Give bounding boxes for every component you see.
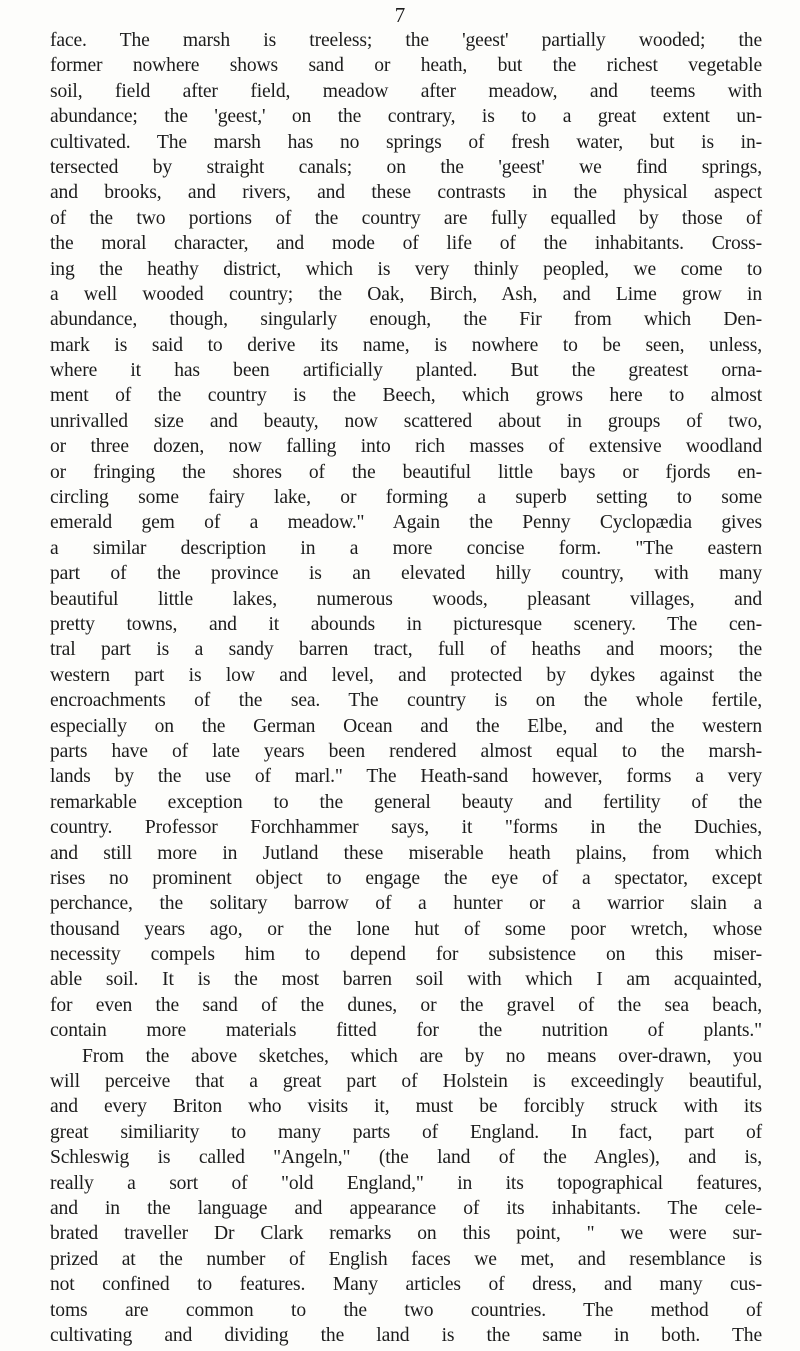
text-line: and still more in Jutland these miserable heath plains, from which: [50, 842, 762, 864]
text-line: contain more materials fitted for the nutrition of plants.": [50, 1020, 762, 1042]
text-line: and in the language and appearance of its inhabitants. The cele-: [50, 1197, 762, 1219]
text-line: tersected by straight canals; on the 'geest' we find springs,: [50, 156, 762, 178]
text-line: encroachments of the sea. The country is on the whole fertile,: [50, 690, 762, 712]
text-line: tral part is a sandy barren tract, full of heaths and moors; the: [50, 639, 762, 661]
text-line: or three dozen, now falling into rich masses of extensive woodland: [50, 436, 762, 458]
text-line: Schleswig is called "Angeln," (the land of the Angles), and is,: [50, 1147, 762, 1169]
text-line: parts have of late years been rendered almost equal to the marsh-: [50, 740, 762, 762]
text-line: thousand years ago, or the lone hut of some poor wretch, whose: [50, 918, 762, 940]
text-line: cultivating and dividing the land is the same in both. The: [50, 1324, 762, 1346]
text-line: great similiarity to many parts of England. In fact, part of: [50, 1121, 762, 1143]
text-line: circling some fairy lake, or forming a superb setting to some: [50, 487, 762, 509]
text-line: where it has been artificially planted. But the greatest orna-: [50, 360, 762, 382]
text-line: will perceive that a great part of Holstein is exceedingly beautiful,: [50, 1071, 762, 1093]
text-line: former nowhere shows sand or heath, but the richest vegetable: [50, 55, 762, 77]
text-line: ment of the country is the Beech, which grows here to almost: [50, 385, 762, 407]
text-line: toms are common to the two countries. The method of: [50, 1299, 762, 1321]
text-line: or fringing the shores of the beautiful little bays or fjords en-: [50, 461, 762, 483]
text-line: prized at the number of English faces we met, and resemblance is: [50, 1248, 762, 1270]
text-line: brated traveller Dr Clark remarks on this point, " we were sur-: [50, 1223, 762, 1245]
text-line: country. Professor Forchhammer says, it "forms in the Duchies,: [50, 817, 762, 839]
text-line: not confined to features. Many articles of dress, and many cus-: [50, 1274, 762, 1296]
text-line: lands by the use of marl." The Heath-sand however, forms a very: [50, 766, 762, 788]
text-line: able soil. It is the most barren soil with which I am acquainted,: [50, 969, 762, 991]
text-line: remarkable exception to the general beauty and fertility of the: [50, 791, 762, 813]
text-line: beautiful little lakes, numerous woods, pleasant villages, and: [50, 588, 762, 610]
text-line: for even the sand of the dunes, or the gravel of the sea beach,: [50, 994, 762, 1016]
text-line: a similar description in a more concise form. "The eastern: [50, 537, 762, 559]
body-text: [50, 28, 762, 1348]
text-line: mark is said to derive its name, is nowhere to be seen, unless,: [50, 334, 762, 356]
text-line: and brooks, and rivers, and these contrasts in the physical aspect: [50, 182, 762, 204]
text-line: western part is low and level, and protected by dykes against the: [50, 664, 762, 686]
text-line: especially on the German Ocean and the Elbe, and the western: [50, 715, 762, 737]
text-line: perchance, the solitary barrow of a hunter or a warrior slain a: [50, 893, 762, 915]
text-line: the moral character, and mode of life of the inhabitants. Cross-: [50, 233, 762, 255]
text-line: abundance; the 'geest,' on the contrary, is to a great extent un-: [50, 106, 762, 128]
text-line: pretty towns, and it abounds in picturesque scenery. The cen-: [50, 613, 762, 635]
text-line: unrivalled size and beauty, now scattered about in groups of two,: [50, 410, 762, 432]
text-line: abundance, though, singularly enough, the Fir from which Den-: [50, 309, 762, 331]
text-line: From the above sketches, which are by no means over-drawn, you: [82, 1045, 762, 1067]
text-line: necessity compels him to depend for subsistence on this miser-: [50, 944, 762, 966]
text-line: ing the heathy district, which is very thinly peopled, we come to: [50, 258, 762, 280]
text-line: soil, field after field, meadow after meadow, and teems with: [50, 80, 762, 102]
page-number: 7: [394, 3, 406, 27]
text-line: face. The marsh is treeless; the 'geest' partially wooded; the: [50, 30, 762, 51]
text-line: rises no prominent object to engage the eye of a spectator, except: [50, 867, 762, 889]
text-line: emerald gem of a meadow." Again the Penny Cyclopædia gives: [50, 512, 762, 534]
text-line: really a sort of "old England," in its topographical features,: [50, 1172, 762, 1194]
text-line: and every Briton who visits it, must be forcibly struck with its: [50, 1096, 762, 1118]
text-line: of the two portions of the country are fully equalled by those of: [50, 207, 762, 229]
text-line: a well wooded country; the Oak, Birch, Ash, and Lime grow in: [50, 283, 762, 305]
text-line: cultivated. The marsh has no springs of fresh water, but is in-: [50, 131, 762, 153]
text-line: part of the province is an elevated hilly country, with many: [50, 563, 762, 585]
